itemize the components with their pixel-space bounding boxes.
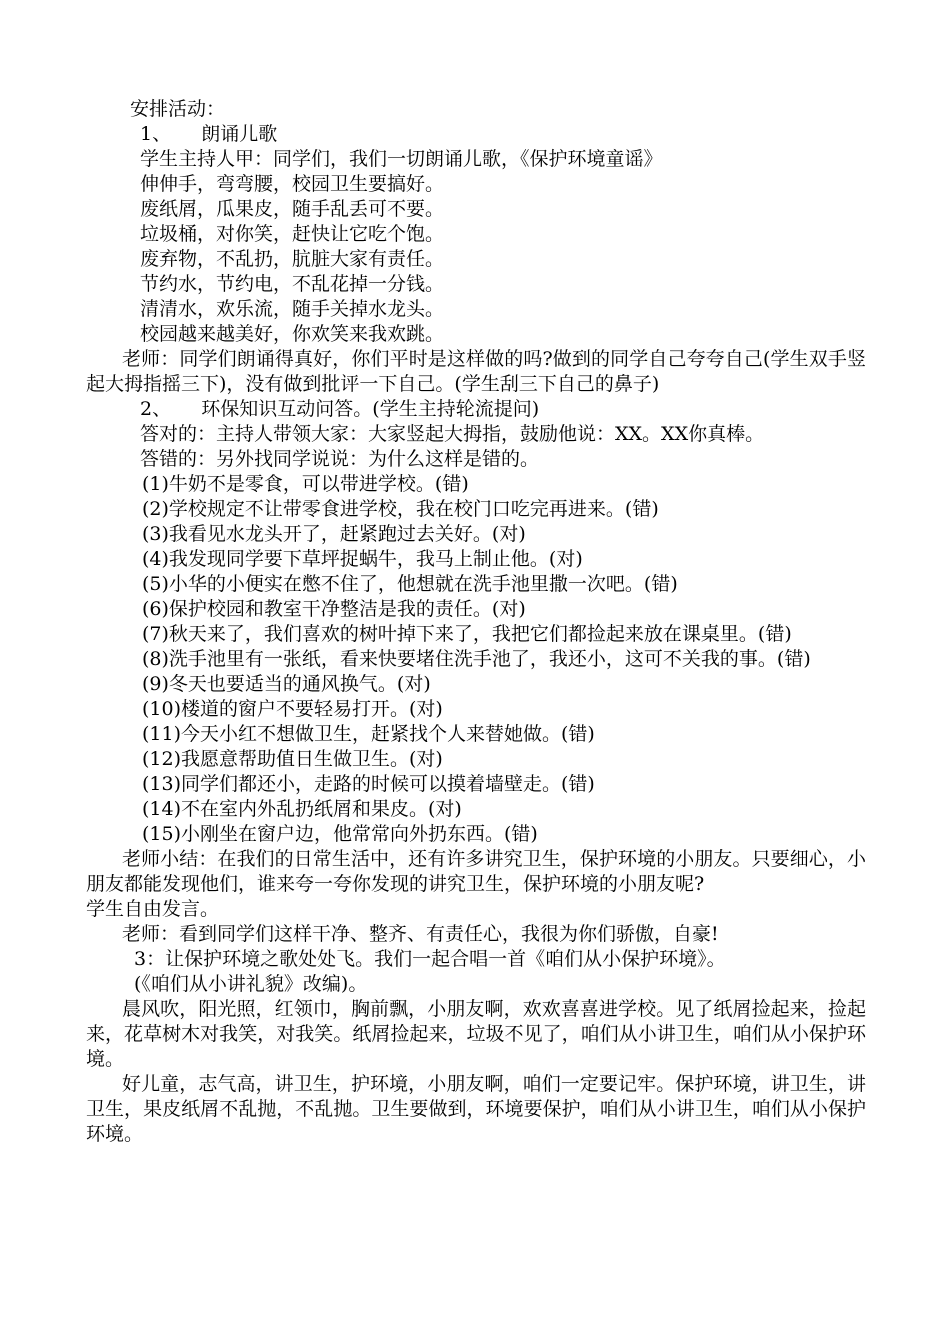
rhyme-line: 清清水，欢乐流，随手关掉水龙头。 [140, 298, 445, 320]
quiz-item: (13)同学们都还小，走路的时候可以摸着墙壁走。(错) [142, 773, 595, 795]
rhyme-line: 废纸屑，瓜果皮，随手乱丢可不要。 [140, 198, 445, 220]
student-speech: 学生自由发言。 [86, 898, 220, 920]
rhyme-line: 垃圾桶，对你笑，赶快让它吃个饱。 [140, 223, 445, 245]
activity-heading-1: 1、 朗诵儿歌 [140, 123, 278, 145]
song-verse-1: 晨风吹，阳光照，红领巾，胸前飘，小朋友啊，欢欢喜喜进学校。见了纸屑捡起来，捡起来，花草树木对我笑，对我笑。纸屑捡起来，垃圾不见了，咱们从小讲卫生，咱们从小保护环境。 [86, 998, 866, 1070]
teacher-summary: 老师小结：在我们的日常生活中，还有许多讲究卫生，保护环境的小朋友。只要细心，小朋友都能发现他们，谁来夸一夸你发现的讲究卫生，保护环境的小朋友呢? [86, 848, 866, 895]
quiz-item: (9)冬天也要适当的通风换气。(对) [142, 673, 431, 695]
rhyme-line: 节约水，节约电，不乱花掉一分钱。 [140, 273, 445, 295]
host-intro: 学生主持人甲：同学们，我们一切朗诵儿歌，《保护环境童谣》 [140, 148, 663, 170]
document-body [86, 97, 866, 1147]
teacher-praise: 老师：看到同学们这样干净、整齐、有责任心，我很为你们骄傲，自豪! [122, 923, 719, 945]
quiz-item: (6)保护校园和教室干净整洁是我的责任。(对) [142, 598, 526, 620]
section-heading: 安排活动： [130, 98, 226, 120]
rule-wrong: 答错的：另外找同学说说：为什么这样是错的。 [140, 448, 540, 470]
activity-heading-3: 3：让保护环境之歌处处飞。我们一起合唱一首《咱们从小保护环境》。 [134, 948, 726, 970]
quiz-item: (7)秋天来了，我们喜欢的树叶掉下来了，我把它们都捡起来放在课桌里。(错) [142, 623, 792, 645]
quiz-item: (5)小华的小便实在憋不住了，他想就在洗手池里撒一次吧。(错) [142, 573, 678, 595]
quiz-item: (15)小刚坐在窗户边，他常常向外扔东西。(错) [142, 823, 538, 845]
song-source-note: (《咱们从小讲礼貌》改编)。 [134, 973, 368, 995]
quiz-item: (14)不在室内外乱扔纸屑和果皮。(对) [142, 798, 462, 820]
rhyme-line: 校园越来越美好，你欢笑来我欢跳。 [140, 323, 445, 345]
rhyme-line: 废弃物，不乱扔，肮脏大家有责任。 [140, 248, 445, 270]
rule-correct: 答对的：主持人带领大家：大家竖起大拇指，鼓励他说：XX。XX你真棒。 [140, 423, 765, 445]
quiz-item: (11)今天小红不想做卫生，赶紧找个人来替她做。(错) [142, 723, 595, 745]
quiz-item: (12)我愿意帮助值日生做卫生。(对) [142, 748, 443, 770]
rhyme-line: 伸伸手，弯弯腰，校园卫生要搞好。 [140, 173, 445, 195]
song-verse-2: 好儿童，志气高，讲卫生，护环境，小朋友啊，咱们一定要记牢。保护环境，讲卫生，讲卫生，果皮纸屑不乱抛，不乱抛。卫生要做到，环境要保护，咱们从小讲卫生，咱们从小保护环境。 [86, 1073, 866, 1145]
quiz-item: (2)学校规定不让带零食进学校，我在校门口吃完再进来。(错) [142, 498, 659, 520]
teacher-comment: 老师：同学们朗诵得真好，你们平时是这样做的吗?做到的同学自己夸夸自己(学生双手竖起大拇指摇三下)，没有做到批评一下自己。(学生刮三下自己的鼻子) [86, 348, 866, 395]
quiz-item: (4)我发现同学要下草坪捉蜗牛，我马上制止他。(对) [142, 548, 583, 570]
quiz-item: (8)洗手池里有一张纸，看来快要堵住洗手池了，我还小，这可不关我的事。(错) [142, 648, 811, 670]
quiz-item: (1)牛奶不是零食，可以带进学校。(错) [142, 473, 469, 495]
quiz-item: (10)楼道的窗户不要轻易打开。(对) [142, 698, 443, 720]
quiz-item: (3)我看见水龙头开了，赶紧跑过去关好。(对) [142, 523, 526, 545]
activity-heading-2: 2、 环保知识互动问答。(学生主持轮流提问) [140, 398, 540, 420]
